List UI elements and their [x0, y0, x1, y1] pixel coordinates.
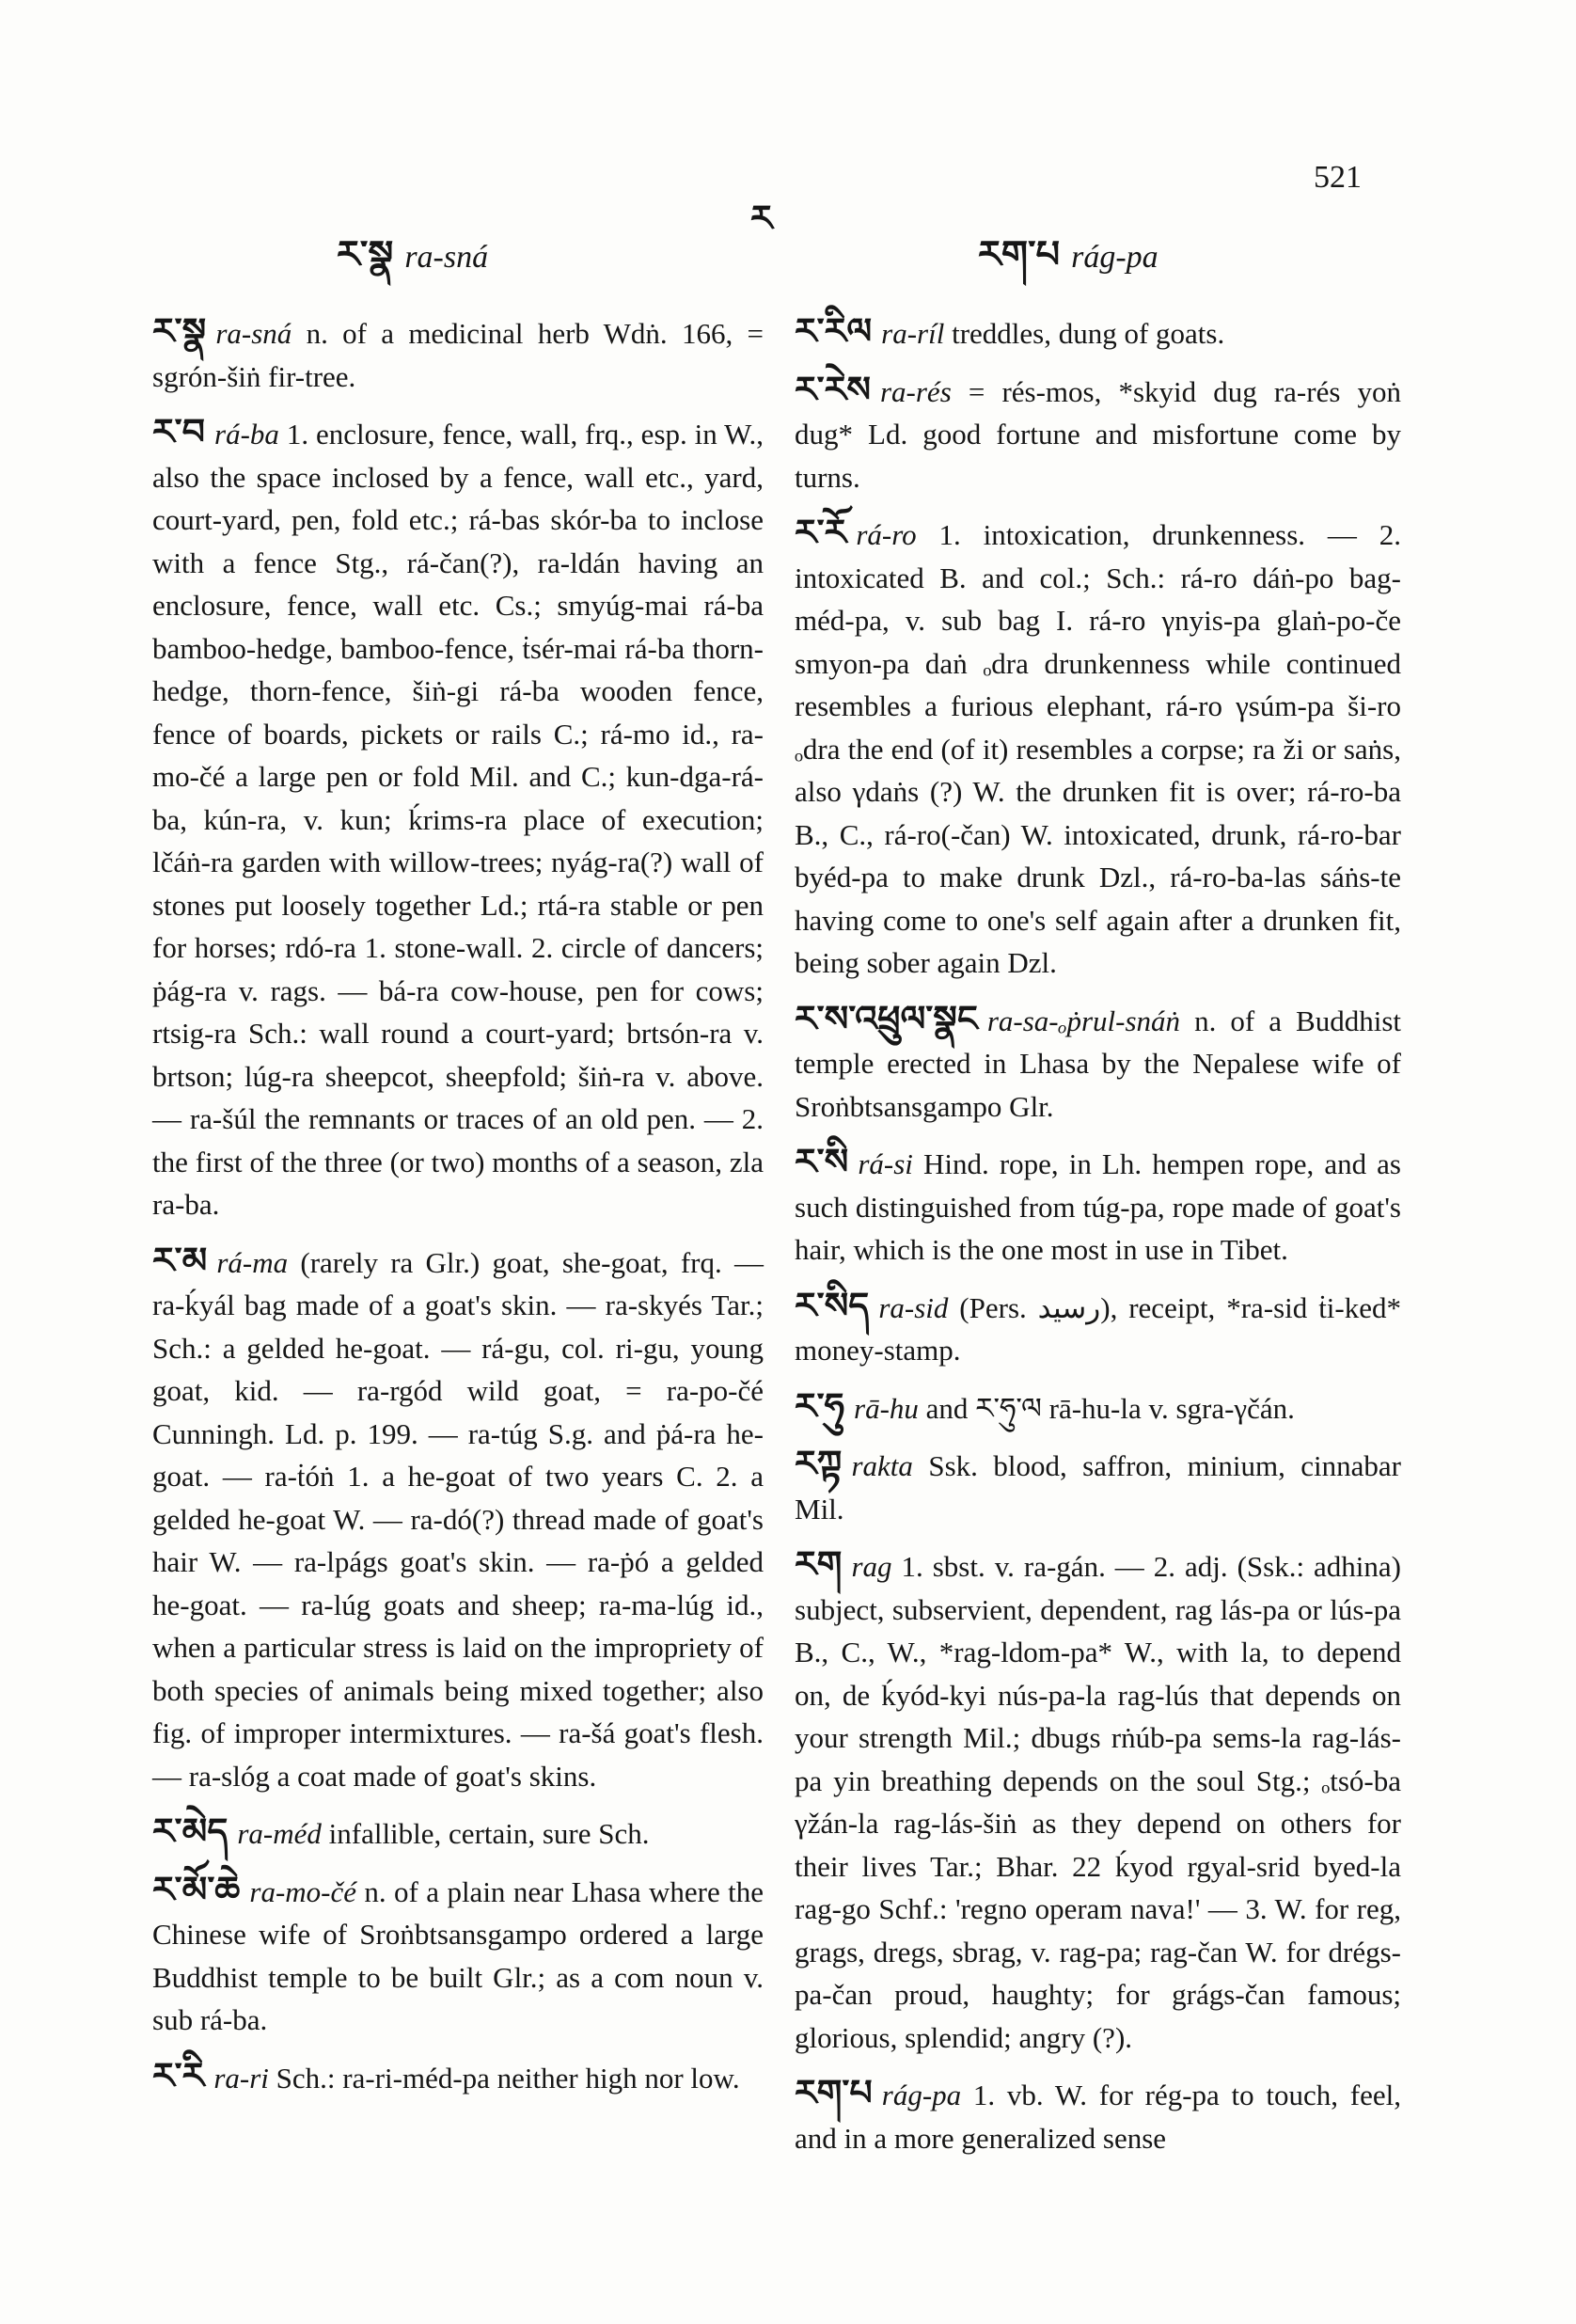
entry-tibetan-headword: ར་མེད — [152, 1810, 229, 1852]
entry-definition: n. of a Buddhist temple erected in Lhasa by the Nepalese wife of Sroṅbtsansgampo Glr. — [795, 1004, 1401, 1123]
dictionary-entry — [795, 310, 1401, 356]
entry-tibetan-headword: ར་རི — [152, 2054, 205, 2096]
entry-transliteration: ra-mo-čé — [249, 1874, 356, 1908]
entry-transliteration: rág-pa — [881, 2079, 962, 2111]
dictionary-entry — [795, 1285, 1401, 1372]
entry-tibetan-headword: ར་སི — [795, 1141, 849, 1182]
dictionary-entry — [795, 1443, 1401, 1530]
entry-transliteration: rā-hu — [854, 1391, 919, 1425]
entry-definition: (Pers. رسيد), receipt, *ra-sid ṫi-ked* money-stamp. — [795, 1290, 1401, 1367]
entry-definition: n. of a medicinal herb Wdṅ. 166, = sgrón-šiṅ fir-tree. — [152, 317, 764, 393]
entry-tibetan-headword: ར་རིལ — [795, 310, 873, 352]
entry-definition: 1. enclosure, fence, wall, frq., esp. in W., also the space inclosed by a fence, wall etc., yard, court-yard, pen, fold etc.; rá-bas skór-ba to inclose with a fence Stg., rá-čan(?), ra-ldán having an enclosure, fence, wall etc. Cs.; smyúg-mai rá-ba bamboo-hedge, bamboo-fence, ṫsér-mai rá-ba thorn-hedge, thorn-fence, šiṅ-gi rá-ba wooden fence, fence of boards, pickets or rails C.; rá-mo id., ra-mo-čé a large pen or fold Mil. and C.; kun-dga-rá-ba, kún-ra, v. kun; ḱrims-ra place of execution; lčáṅ-ra garden with willow-trees; nyág-ra(?) wall of stones put loosely together Ld.; rtá-ra stable or pen for horses; rdó-ra 1. stone-wall. 2. circle of dancers; ṗág-ra v. rags. — bá-ra cow-house, pen for cows; rtsig-ra Sch.: wall round a court-yard; brtsón-ra v. brtson; lúg-ra sheepcot, sheepfold; šiṅ-ra v. above. — ra-šúl the remnants or traces of an old pen. — 2. the first of the three (or two) months of a season, zla ra-ba. — [152, 418, 764, 1221]
dictionary-entry — [152, 1240, 764, 1798]
entry-transliteration: rakta — [851, 1449, 913, 1482]
entry-definition: Hind. rope, in Lh. hempen rope, and as such distinguished from túg-pa, rope made of goat's hair, which is the one most in use in Tibet. — [795, 1147, 1401, 1266]
entry-transliteration: ra-ri — [213, 2061, 269, 2095]
left-running-header — [337, 212, 488, 318]
left-header-tibetan: ར་སྣ — [337, 233, 394, 277]
entry-transliteration: ra-sid — [878, 1290, 949, 1324]
entry-transliteration: ra-méd — [237, 1817, 322, 1850]
dictionary-entry — [795, 998, 1401, 1129]
entry-tibetan-headword: ར་མོ་ཆེ — [152, 1868, 241, 1910]
entry-tibetan-headword: རག — [795, 1543, 843, 1585]
right-header-tibetan: རག་པ — [978, 233, 1061, 277]
entry-definition: 1. vb. W. for rég-pa to touch, feel, and in a more generalized sense — [795, 2079, 1401, 2155]
center-letter-mark: ར — [750, 199, 773, 239]
entry-definition: and ར་ཧུ་ལ rā-hu-la v. sgra-γčán. — [925, 1391, 1295, 1425]
left-column — [152, 310, 764, 2112]
left-header-roman: ra-sná — [404, 240, 489, 275]
dictionary-entry — [795, 512, 1401, 985]
entry-transliteration: rag — [851, 1550, 892, 1583]
dictionary-entry — [152, 411, 764, 1226]
entry-transliteration: rá-si — [858, 1147, 913, 1180]
dictionary-entry — [152, 1810, 764, 1856]
entry-tibetan-headword: ར་རེས — [795, 368, 871, 410]
entry-definition: n. of a plain near Lhasa where the Chinese wife of Sroṅbtsansgampo ordered a large Buddhist temple to be built Glr.; as a com noun v. sub rá-ba. — [152, 1874, 764, 2036]
dictionary-entry — [795, 1141, 1401, 1272]
entry-definition: 1. sbst. v. ra-gán. — 2. adj. (Ssk.: adhina) subject, subservient, dependent, rag lás-pa or lús-pa B., C., W., *rag-ldom-pa* W., with la, to depend on, de ḱyód-kyi nús-pa-la rag-lús that depends on your strength Mil.; dbugs rṅúb-pa sems-la rag-lás-pa yin breathing depends on the soul Stg.; ₒtsó-ba γžán-la rag-lás-šiṅ as they depend on others for their lives Tar.; Bhar. 22 ḱyod rgyal-srid byed-la rag-go Schf.: 'regno operam nava!' — 3. W. for reg, grags, dregs, sbrag, v. rag-pa; rag-čan W. for drégs-pa-čan proud, haughty; for grágs-čan famous; glorious, splendid; angry (?). — [795, 1550, 1402, 2054]
entry-tibetan-headword: རག་པ — [795, 2072, 873, 2113]
entry-tibetan-headword: ར་རོ — [795, 512, 847, 553]
entry-definition: infallible, certain, sure Sch. — [328, 1817, 650, 1850]
entry-tibetan-headword: ར་མ — [152, 1239, 208, 1281]
entry-transliteration: rá-ro — [856, 518, 917, 551]
entry-definition: (rarely ra Glr.) goat, she-goat, frq. — ra-ḱyál bag made of a goat's skin. — ra-skyés Tar.; Sch.: a gelded he-goat. — rá-gu, col. ri-gu, young goat, kid. — ra-rgód wild goat, = ra-po-čé Cunningh. Ld. p. 199. — ra-túg S.g. and ṗá-ra he-goat. — ra-ṫóṅ 1. a he-goat of two years C. 2. a gelded he-goat W. — ra-dó(?) thread made of goat's hair W. — ra-lpágs goat's skin. — ra-ṗó a gelded he-goat. — ra-lúg goats and sheep; ra-ma-lúg id., when a particular stress is laid on the impropriety of both species of animals being mixed together; also fig. of improper intermixtures. — ra-šá goat's flesh. — ra-slóg a coat made of goat's skins. — [152, 1245, 764, 1793]
entry-tibetan-headword: ར་ཧུ — [795, 1384, 845, 1427]
dictionary-entry — [152, 2055, 764, 2100]
entry-transliteration: ra-rés — [879, 374, 952, 408]
dictionary-entry — [795, 1385, 1401, 1431]
dictionary-entry — [795, 1543, 1401, 2059]
entry-tibetan-headword: ར་ས་འཕྲུལ་སྣང — [795, 997, 978, 1039]
entry-transliteration: ra-ríl — [881, 317, 945, 350]
dictionary-entry — [795, 2072, 1401, 2159]
entry-definition: Sch.: ra-ri-méd-pa neither high nor low. — [276, 2061, 740, 2095]
entry-definition: Ssk. blood, saffron, minium, cinnabar Mil. — [795, 1449, 1401, 1526]
entry-transliteration: rá-ma — [216, 1245, 289, 1279]
entry-tibetan-headword: རཀྟ — [795, 1443, 843, 1484]
dictionary-entry — [795, 369, 1401, 499]
entry-definition: 1. intoxication, drunkenness. — 2. intoxicated B. and col.; Sch.: rá-ro dáṅ-po bag-méd-pa, v. sub bag I. rá-ro γnyis-pa glaṅ-po-če smyon-pa daṅ ₒdra drunkenness while continued resembles a furious elephant, rá-ro γsúm-pa ši-ro ₒdra the end (of it) resembles a corpse; ra ži or saṅs, also γdaṅs (?) W. the drunken fit is over; rá-ro-ba B., C., rá-ro(-čan) W. intoxicated, drunk, rá-ro-bar byéd-pa to make drunk Dzl., rá-ro-ba-las sáṅs-te having come to one's self again after a drunken fit, being sober again Dzl. — [795, 518, 1401, 979]
entry-definition: treddles, dung of goats. — [952, 317, 1225, 350]
right-running-header — [978, 212, 1158, 318]
page-number: 521 — [1314, 160, 1362, 195]
entry-tibetan-headword: ར་བ — [152, 411, 206, 452]
entry-transliteration: rá-ba — [214, 418, 279, 451]
entry-transliteration: ra-sná — [215, 317, 292, 350]
right-column — [795, 310, 1401, 2173]
dictionary-entry — [152, 1869, 764, 2042]
entry-tibetan-headword: ར་སིད — [795, 1284, 870, 1326]
entry-tibetan-headword: ར་སྣ — [152, 310, 207, 352]
dictionary-entry — [152, 310, 764, 398]
entry-transliteration: ra-sa-ₒṗrul-snáṅ — [986, 1004, 1181, 1037]
entry-definition: = rés-mos, *skyid dug ra-rés yoṅ dug* Ld. good fortune and misfortune come by turns. — [795, 374, 1402, 494]
right-header-roman: rág-pa — [1071, 240, 1158, 275]
